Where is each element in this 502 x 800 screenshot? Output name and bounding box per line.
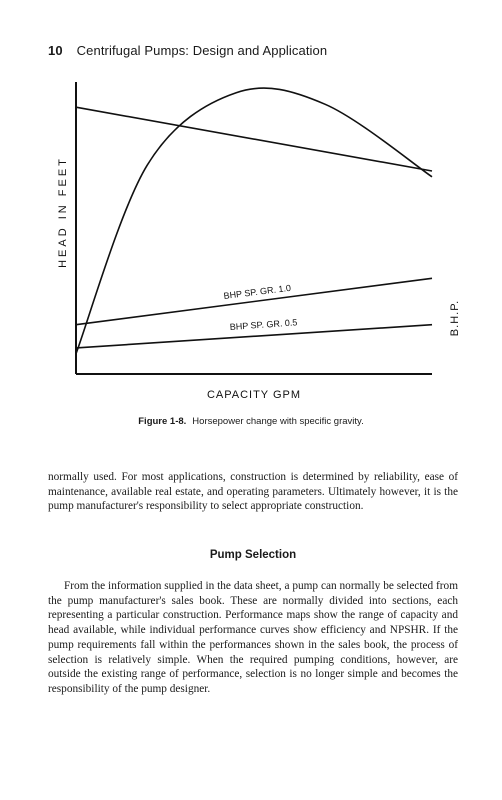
bhp-sg-0-5-label: BHP SP. GR. 0.5 bbox=[229, 317, 298, 332]
book-title: Centrifugal Pumps: Design and Application bbox=[76, 43, 328, 58]
figure-caption-text: Horsepower change with specific gravity. bbox=[192, 416, 364, 427]
paragraph-1: normally used. For most applications, construction is determined by reliability, ease of maintenance, available real estate, and operating parameters. Ultimately however, it is the pump manufacturer's responsibility to select appropriate construction. bbox=[48, 471, 458, 513]
y-axis-label: HEAD IN FEET bbox=[57, 156, 69, 268]
chart-labels bbox=[57, 156, 461, 401]
page-number: 10 bbox=[48, 43, 63, 58]
paragraph-2: From the information supplied in the data sheet, a pump can normally be selected from the pump manufacturer's sales book. These are normally divided into sections, each representing a particular construction. Performance maps show the range of capacity and head available, while individual performance curves show efficiency and NPSHR. If the pump requirements fall within the performances shown in the sales book, the process of selection is relatively simple. When the required pumping conditions, however, are outside the existing range of performance, selection is no longer simple and becomes the responsibility of the pump designer. bbox=[48, 580, 458, 695]
section-heading: Pump Selection bbox=[209, 549, 297, 561]
x-axis-label: CAPACITY GPM bbox=[206, 389, 302, 401]
head-curve bbox=[76, 107, 432, 171]
bhp-sg-1-0-line bbox=[76, 278, 432, 324]
figure-caption bbox=[0, 416, 502, 427]
figure-label: Figure 1-8. bbox=[138, 416, 187, 427]
chart-curves bbox=[76, 88, 432, 354]
y2-axis-label: B.H.P. bbox=[449, 299, 461, 337]
efficiency-curve bbox=[76, 88, 432, 354]
bhp-sg-1-0-label: BHP SP. GR. 1.0 bbox=[223, 282, 292, 301]
